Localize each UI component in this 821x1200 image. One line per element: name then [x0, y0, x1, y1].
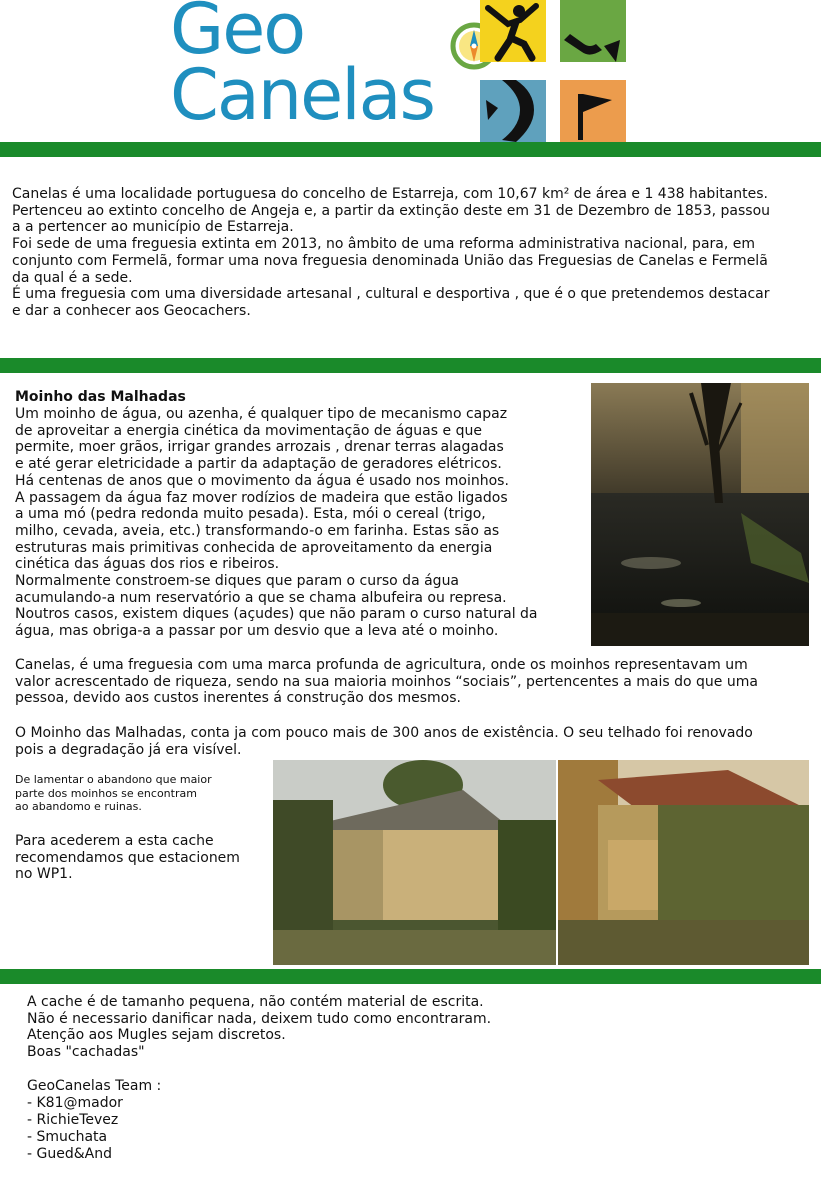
- logo-word-geo: Geo: [170, 0, 305, 70]
- team-member: - RichieTevez: [27, 1112, 119, 1128]
- team-member: - Gued&And: [27, 1146, 112, 1162]
- arc-icon: [560, 0, 626, 62]
- team-title: GeoCanelas Team :: [27, 1078, 162, 1094]
- geocanelas-logo: [170, 0, 480, 145]
- section-divider: [0, 358, 821, 373]
- mill-history-paragraph: O Moinho das Malhadas, conta ja com pouco mais de 300 anos de existência. O seu telhado foi renovado pois a degradação já era visível.: [15, 725, 753, 758]
- arc-icon: [480, 80, 546, 142]
- hiker-icon: [480, 0, 546, 62]
- abandonment-note: De lamentar o abandono que maior parte dos moinhos se encontram ao abandomo e ruinas.: [15, 773, 212, 813]
- cache-info: A cache é de tamanho pequena, não contém material de escrita. Não é necessario danificar nada, deixem tudo como encontraram. Atenção aos Mugles sejam discretos. Boas "cachadas": [27, 994, 492, 1061]
- logo-word-canelas: Canelas: [170, 54, 435, 136]
- moinho-description: Um moinho de água, ou azenha, é qualquer tipo de mecanismo capaz de aproveitar a energia cinética da movimentação de águas e que permite, moer grãos, irrigar grandes arrozais , drenar terras alagadas e até gerar eletricidade a partir da adaptação de geradores elétricos. Há centenas de anos que o movimento da água é usado nos moinhos. A passagem da água faz mover rodízios de madeira que estão ligados a uma mó (pedra redonda muito pesada). Esta, mói o cereal (trigo, milho, cevada, aveia, etc.) transformando-o em farinha. Estas são as estruturas mais primitivas conhecida de aproveitamento da energia cinética das águas dos rios e ribeiros. Normalmente constroem-se diques que param o curso da água acumulando-a num reservatório a que se chama albufeira ou represa. Noutros casos, existem diques (açudes) que não param o curso natural da água, mas obriga-a a passar por um desvio que a leva até o moinho.: [15, 406, 538, 640]
- agriculture-paragraph: Canelas, é uma freguesia com uma marca profunda de agricultura, onde os moinhos representavam um valor acrescentado de riqueza, sendo na sua maioria moinhos “sociais”, pertencentes a mais do que uma pessoa, devido aos custos inerentes á construção dos mesmos.: [15, 657, 758, 707]
- section-title: Moinho das Malhadas: [15, 389, 186, 405]
- intro-paragraph: Canelas é uma localidade portuguesa do concelho de Estarreja, com 10,67 km² de área e 1 438 habitantes. Pertenceu ao extinto concelho de Angeja e, a partir da extinção deste em 31 de Dezembro de 1853, passou a a pertencer ao município de Estarreja. Foi sede de uma freguesia extinta em 2013, no âmbito de uma reforma administrativa nacional, para, em conjunto com Fermelã, formar uma nova freguesia denominada União das Freguesias de Canelas e Fermelã da qual é a sede. É uma freguesia com uma diversidade artesanal , cultural e desportiva , que é o que pretendemos destacar e dar a conhecer aos Geocachers.: [12, 186, 771, 319]
- parking-note: Para acederem a esta cache recomendamos que estacionem no WP1.: [15, 833, 240, 883]
- team-member: - K81@mador: [27, 1095, 123, 1111]
- footer-divider: [0, 969, 821, 984]
- river-photo: [591, 383, 809, 646]
- flag-icon: [560, 80, 626, 142]
- mill-photo: [273, 760, 556, 965]
- mill-photo: [558, 760, 809, 965]
- header-divider: [0, 142, 821, 157]
- team-member: - Smuchata: [27, 1129, 108, 1145]
